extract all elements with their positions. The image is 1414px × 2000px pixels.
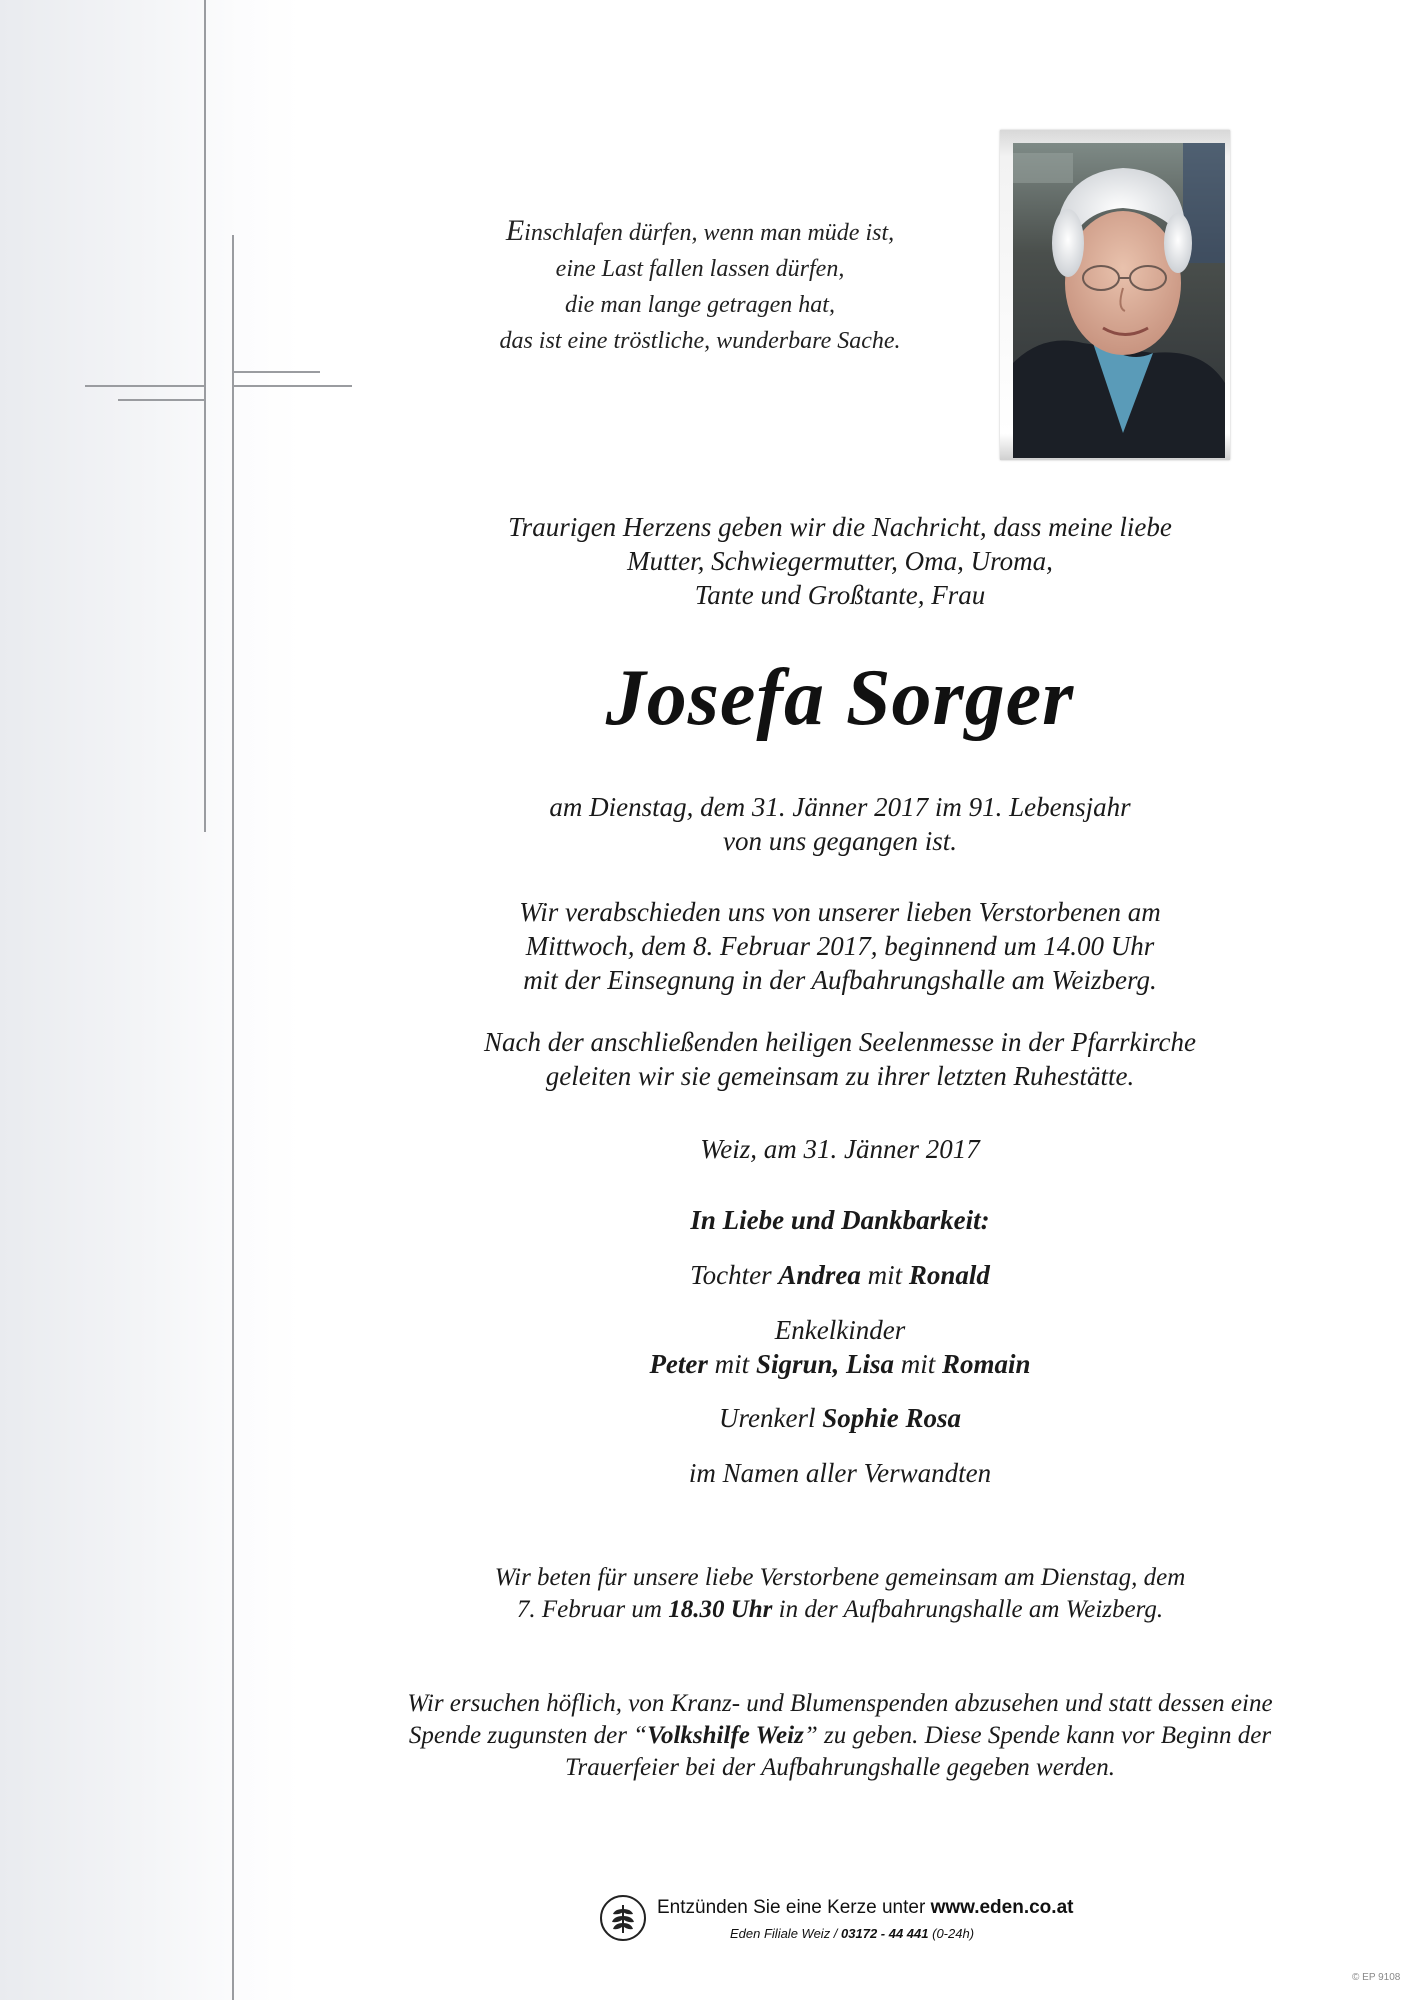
mourner-name: Sophie Rosa bbox=[822, 1403, 961, 1433]
prayer-text: in der Aufbahrungshalle am Weizberg. bbox=[772, 1596, 1164, 1623]
branch-contact bbox=[730, 1926, 974, 1941]
print-code: © EP 9108 bbox=[1352, 1972, 1401, 1983]
donation-organisation: Volkshilfe Weiz bbox=[647, 1722, 804, 1749]
mourner-text: Tochter bbox=[690, 1260, 779, 1290]
cross-vertical-line-right bbox=[232, 235, 234, 2000]
cross-vertical-line-left bbox=[204, 0, 206, 832]
deceased-name: Josefa Sorger bbox=[605, 654, 1075, 742]
poem-line: Einschlafen dürfen, wenn man müde ist, bbox=[505, 214, 895, 247]
prayer-time: 18.30 Uhr bbox=[668, 1596, 773, 1623]
mourner-text: Urenkerl bbox=[718, 1403, 823, 1433]
announcement-intro bbox=[420, 510, 1260, 612]
footer-text: Eden Filiale Weiz / bbox=[730, 1926, 842, 1941]
candle-link-text bbox=[657, 1897, 1073, 1919]
mourner-name: Peter bbox=[649, 1349, 708, 1379]
place-date: Weiz, am 31. Jänner 2017 bbox=[700, 1134, 980, 1164]
mourner-text: mit bbox=[894, 1349, 943, 1379]
poem-line: eine Last fallen lassen dürfen, bbox=[555, 256, 845, 282]
funeral-line: Wir verabschieden uns von unserer lieben Verstorbenen am bbox=[519, 897, 1161, 927]
mourner-name: Sigrun bbox=[755, 1349, 833, 1379]
donation-info bbox=[300, 1688, 1380, 1784]
poem bbox=[420, 213, 980, 359]
donation-line: Wir ersuchen höflich, von Kranz- und Blumenspenden abzusehen und statt dessen eine bbox=[407, 1690, 1273, 1717]
funeral-line: Mittwoch, dem 8. Februar 2017, beginnend um 14.00 Uhr bbox=[525, 931, 1155, 961]
cross-horizontal-line-right-upper bbox=[232, 371, 320, 373]
mourner-label: Enkelkinder bbox=[774, 1315, 906, 1345]
mourner-name: Romain bbox=[942, 1349, 1031, 1379]
passed-line: am Dienstag, dem 31. Jänner 2017 im 91. Lebensjahr bbox=[549, 792, 1131, 822]
mass-line: Nach der anschließenden heiligen Seelenmesse in der Pfarrkirche bbox=[483, 1027, 1197, 1057]
mourner-daughter bbox=[420, 1258, 1260, 1292]
mourners-title: In Liebe und Dankbarkeit: bbox=[690, 1205, 990, 1235]
mourner-great-grandchild bbox=[420, 1401, 1260, 1435]
mass-line: geleiten wir sie gemeinsam zu ihrer letzten Ruhestätte. bbox=[545, 1061, 1135, 1091]
footer-text: (0-24h) bbox=[928, 1926, 975, 1941]
prayer-info bbox=[380, 1562, 1300, 1626]
mourner-grandchildren bbox=[420, 1313, 1260, 1381]
poem-line: die man lange getragen hat, bbox=[565, 292, 835, 318]
passing-date-text bbox=[420, 790, 1260, 858]
prayer-line: Wir beten für unsere liebe Verstorbene gemeinsam am Dienstag, dem bbox=[494, 1564, 1186, 1591]
intro-line: Mutter, Schwiegermutter, Oma, Uroma, bbox=[627, 546, 1053, 576]
passed-line: von uns gegangen ist. bbox=[723, 826, 957, 856]
prayer-text: 7. Februar um bbox=[516, 1596, 669, 1623]
donation-line: Trauerfeier bei der Aufbahrungshalle gegeben werden. bbox=[565, 1754, 1115, 1781]
poem-line: das ist eine tröstliche, wunderbare Sache. bbox=[499, 328, 901, 354]
mourner-name: Lisa bbox=[846, 1349, 895, 1379]
cross-horizontal-line-left bbox=[85, 385, 205, 387]
funeral-line: mit der Einsegnung in der Aufbahrungshalle am Weizberg. bbox=[523, 965, 1157, 995]
intro-line: Traurigen Herzens geben wir die Nachricht, dass meine liebe bbox=[508, 512, 1172, 542]
funeral-info bbox=[420, 895, 1260, 997]
mourner-relatives: im Namen aller Verwandten bbox=[688, 1458, 992, 1488]
mourner-text: mit bbox=[707, 1349, 756, 1379]
portrait-photo bbox=[1013, 143, 1225, 458]
cross-horizontal-line-right bbox=[232, 385, 352, 387]
donation-text: ” zu geben. Diese Spende kann vor Beginn der bbox=[803, 1722, 1272, 1749]
mourner-text: , bbox=[832, 1349, 846, 1379]
footer-text: Entzünden Sie eine Kerze unter bbox=[657, 1897, 931, 1918]
footer-phone: 03172 - 44 441 bbox=[841, 1926, 929, 1941]
intro-line: Tante und Großtante, Frau bbox=[694, 580, 986, 610]
footer-url-link[interactable]: www.eden.co.at bbox=[930, 1897, 1074, 1918]
donation-text: Spende zugunsten der “ bbox=[408, 1722, 648, 1749]
mourner-name: Ronald bbox=[908, 1260, 990, 1290]
wheat-leaf-icon bbox=[600, 1895, 646, 1941]
mourner-text: mit bbox=[860, 1260, 909, 1290]
cross-horizontal-line-left-lower bbox=[118, 399, 206, 401]
mourner-name: Andrea bbox=[778, 1260, 861, 1290]
mass-info bbox=[380, 1025, 1300, 1093]
